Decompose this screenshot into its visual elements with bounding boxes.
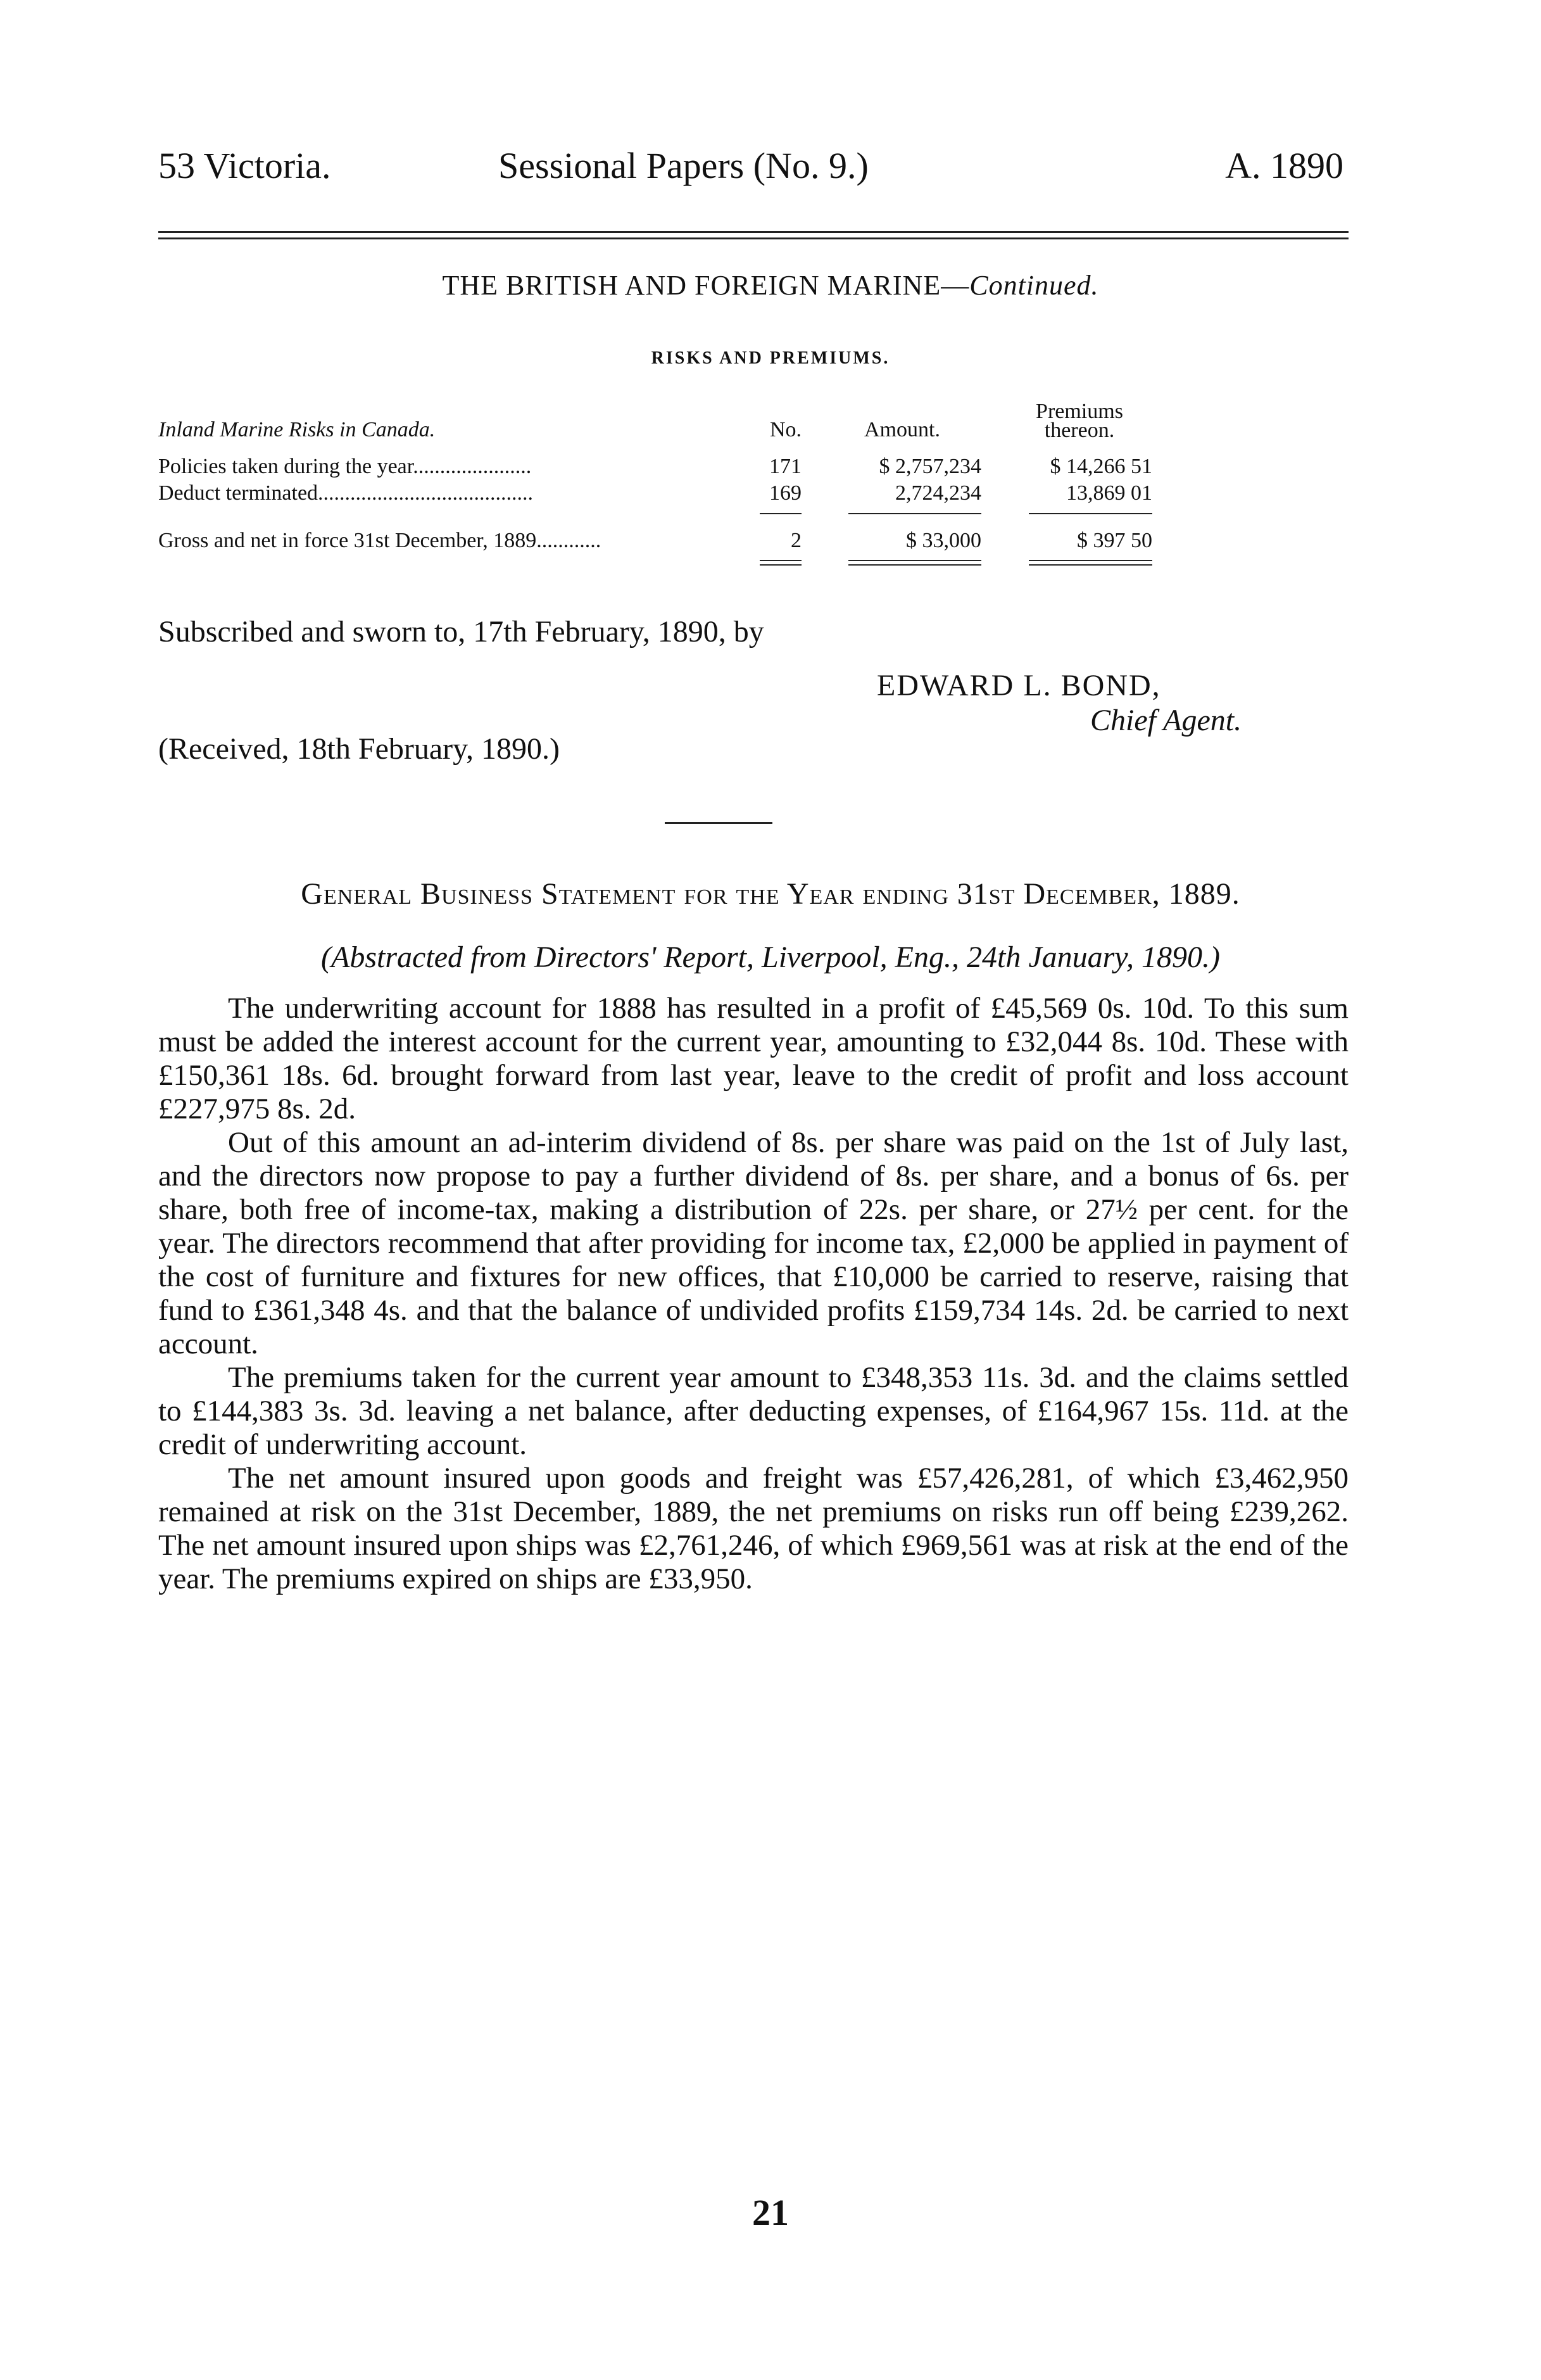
col-no-header: No.: [769, 418, 802, 441]
row-policies-no: 171: [769, 455, 802, 478]
statement-title: General Business Statement for the Year ending 31st December, 1889.: [301, 877, 1240, 911]
table-heading: Inland Marine Risks in Canada.: [158, 418, 436, 441]
row-total-amount: $ 33,000: [906, 529, 981, 552]
row-terminated-premiums: 13,869 01: [1066, 481, 1152, 505]
header-rule-bottom: [158, 237, 1349, 239]
paragraph-underwriting: The underwriting account for 1888 has resulted in a profit of £45,569 0s. 10d. To this sum must be added the interest account for the current year, amounting to £32,044 8s. 10d. These with £150,361 18s. 6d. brought forward from last year, leave to the credit of profit and loss account £227,975 8s. 2d.: [158, 992, 1349, 1125]
no-total-rule-2: [760, 564, 802, 566]
no-subtotal-rule: [760, 513, 802, 514]
premiums-total-rule-2: [1029, 564, 1152, 566]
premiums-subtotal-rule: [1029, 513, 1152, 514]
header-year: A. 1890: [1225, 145, 1343, 186]
abstracted-note: (Abstracted from Directors' Report, Liverpool, Eng., 24th January, 1890.): [321, 940, 1220, 974]
row-policies-premiums: $ 14,266 51: [1050, 455, 1152, 478]
page-number: 21: [752, 2192, 789, 2233]
signatory-title: Chief Agent.: [1090, 704, 1242, 737]
row-terminated-no: 169: [769, 481, 802, 505]
row-total-no: 2: [791, 529, 802, 552]
premiums-total-rule-1: [1029, 560, 1152, 561]
col-premiums-header: [1007, 402, 1152, 440]
row-terminated-label: Deduct terminated........................................: [158, 481, 534, 505]
amount-total-rule-2: [848, 564, 981, 566]
paragraph-dividend: Out of this amount an ad-interim dividend of 8s. per share was paid on the 1st of July last, and the directors now propose to pay a further dividend of 8s. per share, and a bonus of 6s. per share, both free of income-tax, making a distribution of 22s. per share, or 27½ per cent. for the year. The directors recommend that after providing for income tax, £2,000 be applied in payment of the cost of furniture and fixtures for new offices, that £10,000 be carried to reserve, raising that fund to £361,348 4s. and that the balance of undivided profits £159,734 14s. 2d. be carried to next account.: [158, 1126, 1349, 1360]
header-sessional-papers: Sessional Papers (No. 9.): [498, 145, 869, 186]
paragraph-insured: The net amount insured upon goods and freight was £57,426,281, of which £3,462,950 remained at risk on the 31st December, 1889, the net premiums on risks run off being £239,262. The net amount insured upon ships was £2,761,246, of which £969,561 was at risk at the end of the year. The premiums expired on ships are £33,950.: [158, 1462, 1349, 1595]
statement-body: [158, 992, 1349, 1596]
col-premiums-header-line2: thereon.: [1044, 419, 1115, 442]
section-title-main: THE BRITISH AND FOREIGN MARINE—: [442, 270, 970, 301]
row-total-premiums: $ 397 50: [1077, 529, 1152, 552]
row-total-label: Gross and net in force 31st December, 1889............: [158, 529, 601, 552]
row-policies-amount: $ 2,757,234: [879, 455, 981, 478]
col-premiums-header-line1: Premiums: [1036, 400, 1123, 423]
header-session: 53 Victoria.: [158, 145, 331, 186]
header-rule-top: [158, 231, 1349, 233]
section-title-continued: Continued.: [969, 270, 1099, 301]
sworn-statement: Subscribed and sworn to, 17th February, 1890, by: [158, 615, 764, 649]
section-title: [0, 269, 1541, 301]
amount-subtotal-rule: [848, 513, 981, 514]
received-date: (Received, 18th February, 1890.): [158, 732, 560, 766]
amount-total-rule-1: [848, 560, 981, 561]
risks-premiums-subtitle: RISKS AND PREMIUMS.: [651, 348, 890, 368]
row-policies-label: Policies taken during the year......................: [158, 455, 532, 478]
section-divider: [665, 822, 772, 824]
row-terminated-amount: 2,724,234: [895, 481, 981, 505]
no-total-rule-1: [760, 560, 802, 561]
signatory-name: EDWARD L. BOND,: [877, 669, 1161, 702]
paragraph-premiums: The premiums taken for the current year amount to £348,353 11s. 3d. and the claims settled to £144,383 3s. 3d. leaving a net balance, after deducting expenses, of £164,967 15s. 11d. at the credit of underwriting account.: [158, 1361, 1349, 1461]
col-amount-header: Amount.: [864, 418, 940, 441]
